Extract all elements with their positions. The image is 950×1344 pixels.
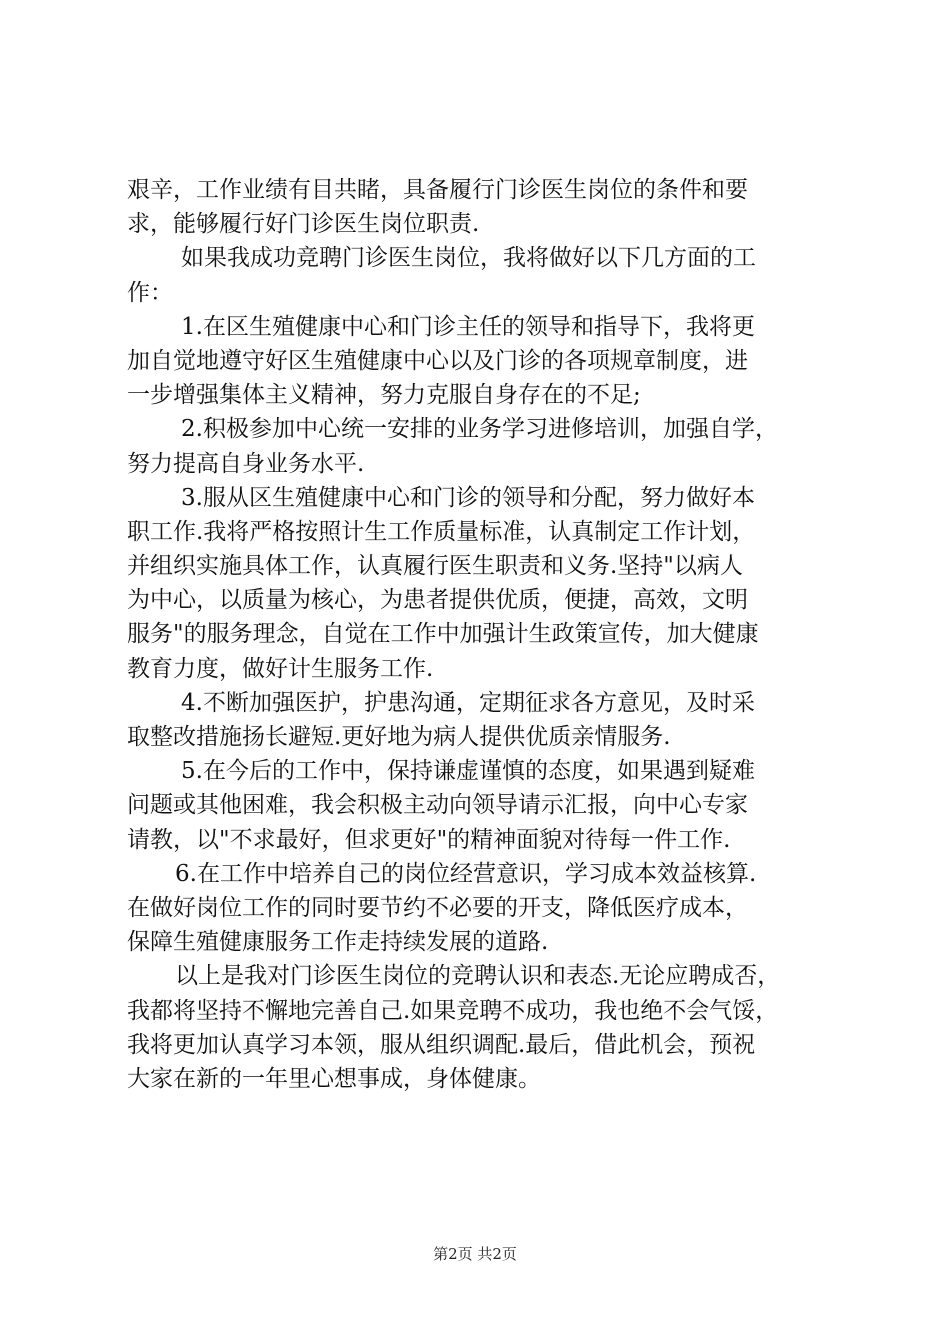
text-line: 3.服从区生殖健康中心和门诊的领导和分配，努力做好本 xyxy=(181,484,755,511)
text-line: 请教，以"不求最好，但求更好"的精神面貌对待每一件工作. xyxy=(127,826,731,853)
text-line: 以上是我对门诊医生岗位的竞聘认识和表态.无论应聘成否， xyxy=(175,963,781,990)
text-line: 服务"的服务理念，自觉在工作中加强计生政策宣传，加大健康 xyxy=(127,621,759,648)
text-line: 1.在区生殖健康中心和门诊主任的领导和指导下，我将更 xyxy=(181,313,755,340)
text-line: 一步增强集体主义精神，努力克服自身存在的不足; xyxy=(127,382,641,409)
text-line: 职工作.我将严格按照计生工作质量标准，认真制定工作计划， xyxy=(127,518,756,545)
text-line: 在做好岗位工作的同时要节约不必要的开支，降低医疗成本， xyxy=(127,894,748,921)
text-line: 并组织实施具体工作，认真履行医生职责和义务.坚持"以病人 xyxy=(127,553,743,580)
body-text xyxy=(127,173,839,1096)
text-line: 加自觉地遵守好区生殖健康中心以及门诊的各项规章制度，进 xyxy=(127,347,748,374)
text-line: 大家在新的一年里心想事成，身体健康。 xyxy=(127,1065,541,1092)
text-line: 为中心，以质量为核心，为患者提供优质，便捷，高效，文明 xyxy=(127,587,748,614)
text-line: 6.在工作中培养自己的岗位经营意识，学习成本效益核算. xyxy=(175,860,757,887)
text-line: 取整改措施扬长避短.更好地为病人提供优质亲情服务. xyxy=(127,724,671,750)
text-line: 努力提高自身业务水平. xyxy=(127,450,365,477)
text-line: 我将更加认真学习本领，服从组织调配.最后，借此机会，预祝 xyxy=(127,1031,756,1058)
text-line: 2.积极参加中心统一安排的业务学习进修培训，加强自学， xyxy=(181,416,778,443)
text-line: 如果我成功竞聘门诊医生岗位，我将做好以下几方面的工 xyxy=(181,245,756,272)
text-line: 我都将坚持不懈地完善自己.如果竞聘不成功，我也绝不会气馁， xyxy=(127,997,779,1024)
text-line: 4.不断加强医护，护患沟通，定期征求各方意见，及时采 xyxy=(181,689,755,716)
text-line: 问题或其他困难，我会积极主动向领导请示汇报，向中心专家 xyxy=(127,792,748,819)
page-footer: 第2页 共2页 xyxy=(433,1245,517,1263)
text-line: 作： xyxy=(127,279,173,306)
text-line: 保障生殖健康服务工作走持续发展的道路. xyxy=(127,929,549,956)
text-line: 艰辛，工作业绩有目共睹，具备履行门诊医生岗位的条件和要 xyxy=(127,177,748,203)
text-line: 教育力度，做好计生服务工作. xyxy=(127,655,434,682)
text-line: 5.在今后的工作中，保持谦虚谨慎的态度，如果遇到疑难 xyxy=(181,758,755,785)
text-line: 求，能够履行好门诊医生岗位职责. xyxy=(127,211,480,238)
